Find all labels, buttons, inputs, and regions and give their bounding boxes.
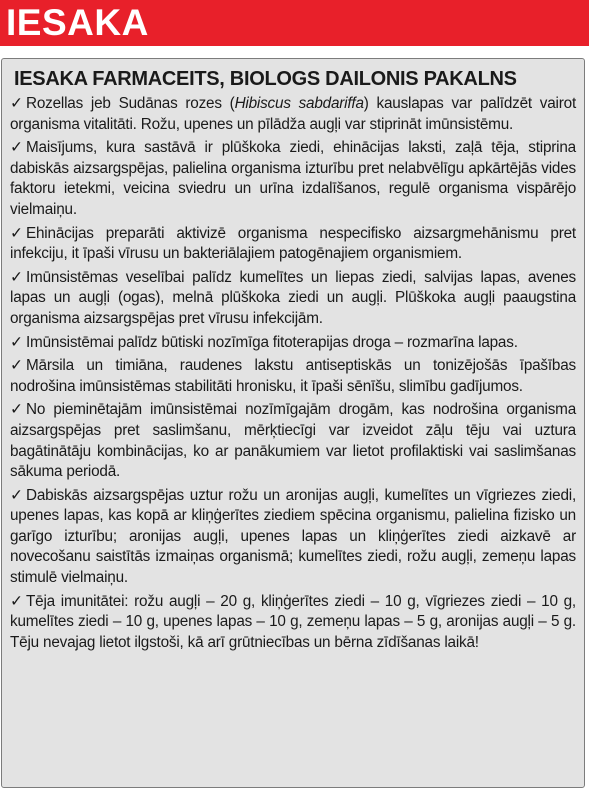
latin-name: Hibiscus sabdariffa: [234, 95, 364, 112]
advice-item: ✓ Tēja imunitātei: rožu augļi – 20 g, kliņģerītes ziedi – 10 g, vīgriezes ziedi – 10 g, kumelītes ziedi – 10 g, upenes lapas – 10 g, zemeņu lapas – 5 g, aronijas augļi – 5 g. Tēju nevajag lietot ilgstoši, kā arī grūtniecības un bērna zīdīšanas laikā!: [10, 592, 576, 651]
checkmark-icon: ✓: [10, 268, 23, 286]
checkmark-icon: ✓: [10, 592, 23, 610]
header-banner: [0, 0, 589, 46]
advice-box: [1, 58, 585, 788]
checkmark-icon: ✓: [10, 333, 23, 351]
advice-item: ✓ Maisījums, kura sastāvā ir plūškoka ziedi, ehinācijas laksti, zaļā tēja, stiprina dabiskās aizsargspējas, palielina organisma izturību pret nelabvēlīgu apkārtējās vides faktoru ietekmi, veicina sviedru un urīna izdalīšanos, regulē organisma vispārējo vielmaiņu.: [10, 139, 576, 218]
advice-item: ✓ Ehinācijas preparāti aktivizē organisma nespecifisko aizsargmehānismu pret infekciju, it īpaši vīrusu un bakteriālajiem patogēnajiem organismiem.: [10, 224, 576, 263]
checkmark-icon: ✓: [10, 95, 23, 112]
advice-item: ✓ Mārsila un timiāna, raudenes lakstu antiseptiskās un tonizējošās īpašības nodrošina imūnsistēmas stabilitāti hronisku, it īpaši sēnīšu, slimību gadījumos.: [10, 357, 576, 395]
advice-item: ✓ No pieminētajām imūnsistēmai nozīmīgajām drogām, kas nodrošina organisma aizsargspējas pret saslimšanu, mērķtiecīgi var izveidot zāļu tēju vai uztura bagātinātāju kombinācijas, ko ar panākumiem var lietot profilaktiski vai saslimšanas sākuma periodā.: [10, 401, 576, 481]
checkmark-icon: ✓: [10, 224, 23, 242]
advice-item: ✓ Imūnsistēmai palīdz būtiski nozīmīga fitoterapijas droga – rozmarīna lapas.: [10, 333, 576, 354]
checkmark-icon: ✓: [10, 401, 23, 419]
advice-item: ✓ Dabiskās aizsargspējas uztur rožu un aronijas augļi, kumelītes un vīgriezes ziedi, upenes lapas, kas kopā ar kliņģerītes ziediem spēcina organismu, palielina fizisko un garīgo izturību; aronijas augļi, upenes lapas un kliņģerītes ziedi aizkavē ar novecošanu saistītās izmaiņas organismā; kumelītes ziedi, rožu augļi, zemeņu lapas stimulē vielmaiņu.: [10, 486, 576, 587]
checkmark-icon: ✓: [10, 486, 23, 504]
advice-item: ✓ Imūnsistēmas veselībai palīdz kumelītes un liepas ziedi, salvijas lapas, avenes lapas un augļi (ogas), melnā plūškoka ziedi un augļi. Plūškoka augļi paaugstina organisma aizsargspējas pret vīrusu infekcijām.: [10, 268, 576, 327]
checkmark-icon: ✓: [10, 139, 23, 157]
advice-item: ✓ Rozellas jeb Sudānas rozes (Hibiscus sabdariffa) kauslapas var palīdzēt vairot organisma vitalitāti. Rožu, upenes un pīlādža augļi var stiprināt imūnsistēmu.: [10, 95, 576, 133]
box-title: IESAKA FARMACEITS, BIOLOGS DAILONIS PAKALNS: [14, 68, 517, 90]
checkmark-icon: ✓: [10, 357, 23, 375]
header-title: IESAKA: [6, 2, 149, 43]
